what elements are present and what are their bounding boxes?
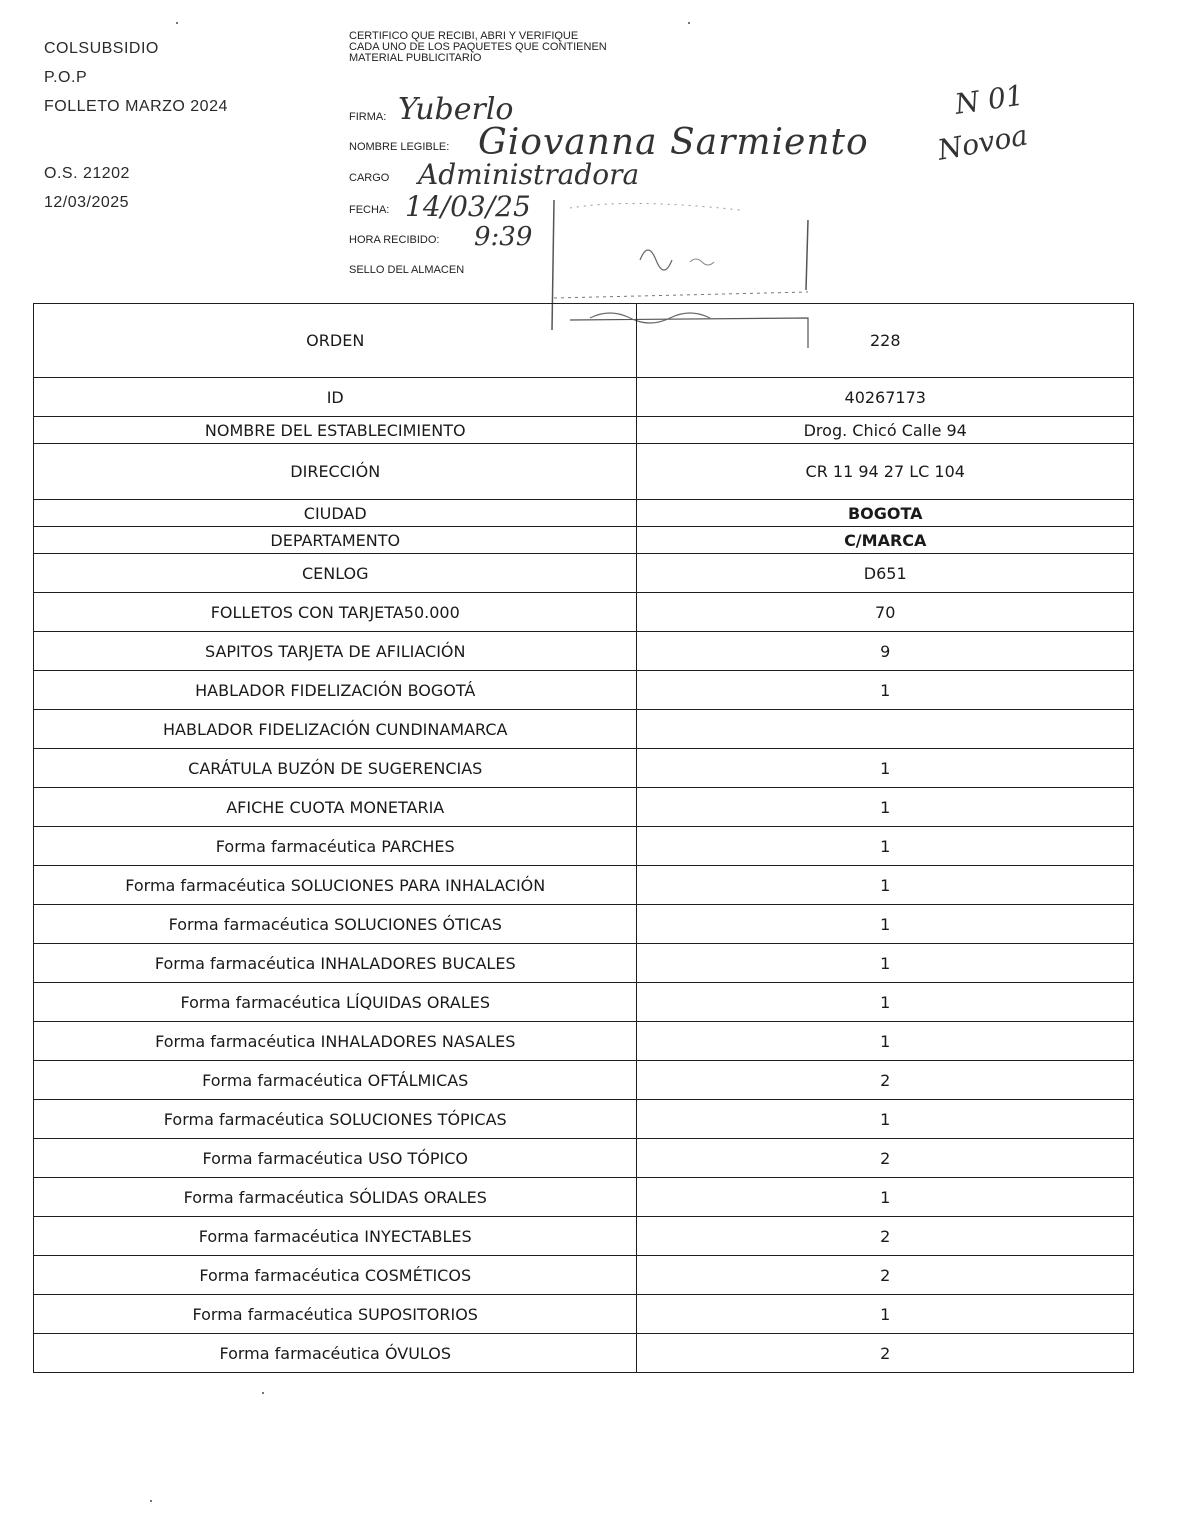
table-row xyxy=(34,1139,1134,1178)
sello-label: SELLO DEL ALMACEN xyxy=(349,264,465,276)
row-value: 1 xyxy=(637,866,1134,905)
row-value: 70 xyxy=(637,593,1134,632)
table-row xyxy=(34,1022,1134,1061)
table-row xyxy=(34,444,1134,500)
cargo-label: CARGO xyxy=(349,172,390,184)
row-value xyxy=(637,710,1134,749)
row-value: 9 xyxy=(637,632,1134,671)
inventory-table xyxy=(33,303,1134,1373)
row-label: Forma farmacéutica SUPOSITORIOS xyxy=(34,1295,637,1334)
row-value: 1 xyxy=(637,944,1134,983)
row-label: Forma farmacéutica SÓLIDAS ORALES xyxy=(34,1178,637,1217)
table-row xyxy=(34,866,1134,905)
row-label: Forma farmacéutica SOLUCIONES TÓPICAS xyxy=(34,1100,637,1139)
campaign-title: FOLLETO MARZO 2024 xyxy=(44,98,228,115)
row-value: 1 xyxy=(637,1022,1134,1061)
table-row xyxy=(34,1178,1134,1217)
row-label: Forma farmacéutica OFTÁLMICAS xyxy=(34,1061,637,1100)
row-value: 1 xyxy=(637,1295,1134,1334)
row-label: HABLADOR FIDELIZACIÓN CUNDINAMARCA xyxy=(34,710,637,749)
order-service: O.S. 21202 xyxy=(44,165,130,182)
row-value: BOGOTA xyxy=(637,500,1134,527)
row-value: 2 xyxy=(637,1139,1134,1178)
table-row xyxy=(34,1256,1134,1295)
handwritten-cargo: Administradora xyxy=(418,158,640,191)
row-label: Forma farmacéutica SOLUCIONES PARA INHALACIÓN xyxy=(34,866,637,905)
firma-label: FIRMA: xyxy=(349,111,387,123)
row-label: SAPITOS TARJETA DE AFILIACIÓN xyxy=(34,632,637,671)
row-value: 1 xyxy=(637,827,1134,866)
fecha-label: FECHA: xyxy=(349,204,390,216)
row-label: Forma farmacéutica USO TÓPICO xyxy=(34,1139,637,1178)
row-label: Forma farmacéutica INYECTABLES xyxy=(34,1217,637,1256)
row-label: ORDEN xyxy=(34,304,637,378)
table-row xyxy=(34,632,1134,671)
table-row xyxy=(34,1334,1134,1373)
row-label: DEPARTAMENTO xyxy=(34,527,637,554)
row-value: 228 xyxy=(637,304,1134,378)
row-value: 1 xyxy=(637,749,1134,788)
table-row xyxy=(34,788,1134,827)
row-value: 1 xyxy=(637,671,1134,710)
row-label: Forma farmacéutica INHALADORES NASALES xyxy=(34,1022,637,1061)
row-label: HABLADOR FIDELIZACIÓN BOGOTÁ xyxy=(34,671,637,710)
row-value: CR 11 94 27 LC 104 xyxy=(637,444,1134,500)
row-label: Forma farmacéutica LÍQUIDAS ORALES xyxy=(34,983,637,1022)
row-label: CARÁTULA BUZÓN DE SUGERENCIAS xyxy=(34,749,637,788)
table-row xyxy=(34,1061,1134,1100)
row-label: FOLLETOS CON TARJETA50.000 xyxy=(34,593,637,632)
row-label: Forma farmacéutica SOLUCIONES ÓTICAS xyxy=(34,905,637,944)
handwritten-note-2: Novoa xyxy=(935,118,1031,167)
row-value: D651 xyxy=(637,554,1134,593)
company-name: COLSUBSIDIO xyxy=(44,40,159,57)
row-value: 1 xyxy=(637,1100,1134,1139)
table-row xyxy=(34,827,1134,866)
row-value: 2 xyxy=(637,1061,1134,1100)
table-row xyxy=(34,944,1134,983)
row-label: Forma farmacéutica ÓVULOS xyxy=(34,1334,637,1373)
scan-speck xyxy=(150,1500,152,1502)
row-label: CENLOG xyxy=(34,554,637,593)
row-value: C/MARCA xyxy=(637,527,1134,554)
row-label: Forma farmacéutica COSMÉTICOS xyxy=(34,1256,637,1295)
nombre-label: NOMBRE LEGIBLE: xyxy=(349,141,450,153)
handwritten-signature: Yuberlo xyxy=(398,92,514,127)
table-row xyxy=(34,710,1134,749)
row-value: 2 xyxy=(637,1217,1134,1256)
row-label: NOMBRE DEL ESTABLECIMIENTO xyxy=(34,417,637,444)
table-row xyxy=(34,1217,1134,1256)
table-row xyxy=(34,1295,1134,1334)
row-value: 1 xyxy=(637,983,1134,1022)
row-value: 2 xyxy=(637,1334,1134,1373)
handwritten-fecha: 14/03/25 xyxy=(405,190,531,223)
row-value: 1 xyxy=(637,788,1134,827)
hora-label: HORA RECIBIDO: xyxy=(349,234,440,246)
row-value: 1 xyxy=(637,905,1134,944)
table-row xyxy=(34,749,1134,788)
table-row xyxy=(34,671,1134,710)
header-date: 12/03/2025 xyxy=(44,194,130,211)
row-label: ID xyxy=(34,378,637,417)
table-row xyxy=(34,527,1134,554)
row-value: 40267173 xyxy=(637,378,1134,417)
handwritten-note-1: N 01 xyxy=(952,78,1026,121)
table-row xyxy=(34,593,1134,632)
certificate-text: CERTIFICO QUE RECIBI, ABRI Y VERIFIQUE CADA UNO DE LOS PAQUETES QUE CONTIENEN MATERIAL PUBLICITARIO xyxy=(349,30,607,64)
row-label: Forma farmacéutica PARCHES xyxy=(34,827,637,866)
scan-speck xyxy=(262,1392,264,1394)
department: P.O.P xyxy=(44,69,88,86)
row-label: Forma farmacéutica INHALADORES BUCALES xyxy=(34,944,637,983)
table-row xyxy=(34,304,1134,378)
handwritten-hora: 9:39 xyxy=(474,222,533,252)
table-row xyxy=(34,1100,1134,1139)
table-row xyxy=(34,983,1134,1022)
header-block xyxy=(44,34,228,217)
row-label: DIRECCIÓN xyxy=(34,444,637,500)
scan-speck xyxy=(176,22,178,24)
row-label: CIUDAD xyxy=(34,500,637,527)
table-row xyxy=(34,554,1134,593)
table-row xyxy=(34,378,1134,417)
row-value: 2 xyxy=(637,1256,1134,1295)
row-value: 1 xyxy=(637,1178,1134,1217)
handwritten-name: Giovanna Sarmiento xyxy=(478,122,869,163)
table-row xyxy=(34,417,1134,444)
table-row xyxy=(34,905,1134,944)
row-value: Drog. Chicó Calle 94 xyxy=(637,417,1134,444)
row-label: AFICHE CUOTA MONETARIA xyxy=(34,788,637,827)
scan-speck xyxy=(688,22,690,24)
table-row xyxy=(34,500,1134,527)
